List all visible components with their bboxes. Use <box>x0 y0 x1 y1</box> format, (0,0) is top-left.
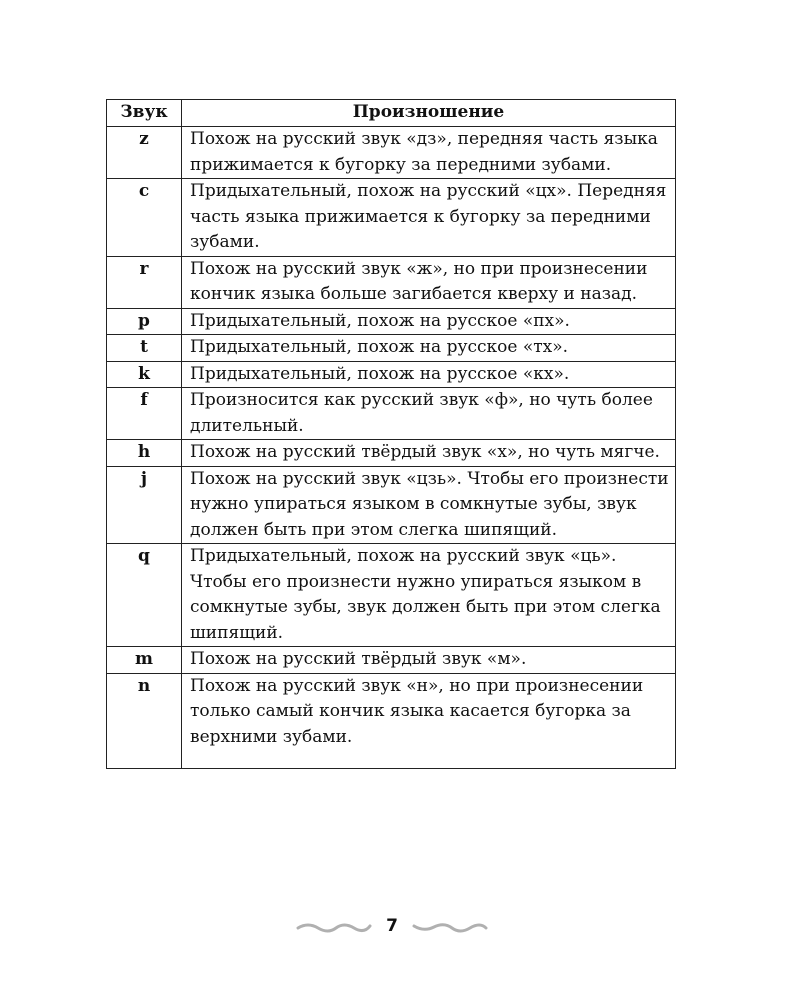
pronunciation-cell: Произносится как русский звук «ф», но чуть более длительный. <box>182 388 676 440</box>
pronunciation-cell: Придыхательный, похож на русский звук «ць». Чтобы его произнести нужно упираться языком в сомкнутые зубы, звук должен быть при этом слегка шипящий. <box>182 544 676 647</box>
pronunciation-cell: Похож на русский твёрдый звук «м». <box>182 647 676 674</box>
sound-cell: k <box>107 361 182 388</box>
pronunciation-cell: Похож на русский твёрдый звук «х», но чуть мягче. <box>182 440 676 467</box>
pronunciation-table <box>106 99 676 769</box>
sound-cell: c <box>107 179 182 257</box>
right-wave-ornament-icon <box>412 920 488 936</box>
table-row <box>107 179 676 257</box>
sound-cell: r <box>107 256 182 308</box>
table-row <box>107 388 676 440</box>
sound-cell: p <box>107 308 182 335</box>
table-row <box>107 127 676 179</box>
page-footer <box>0 912 800 946</box>
sound-cell: t <box>107 335 182 362</box>
table-row <box>107 335 676 362</box>
left-wave-ornament-icon <box>296 920 372 936</box>
pronunciation-cell: Похож на русский звук «дз», передняя часть языка прижимается к бугорку за передними зубами. <box>182 127 676 179</box>
table-row <box>107 308 676 335</box>
sound-cell: j <box>107 466 182 544</box>
sound-cell: m <box>107 647 182 674</box>
table-row <box>107 256 676 308</box>
pronunciation-cell: Придыхательный, похож на русское «пх». <box>182 308 676 335</box>
pronunciation-cell: Придыхательный, похож на русское «тх». <box>182 335 676 362</box>
table-row <box>107 440 676 467</box>
table-row <box>107 361 676 388</box>
header-sound: Звук <box>107 100 182 127</box>
pronunciation-cell: Похож на русский звук «цзь». Чтобы его произнести нужно упираться языком в сомкнутые зубы, звук должен быть при этом слегка шипящий. <box>182 466 676 544</box>
table-header-row <box>107 100 676 127</box>
table-row <box>107 647 676 674</box>
table-row <box>107 673 676 768</box>
table-row <box>107 544 676 647</box>
table-row <box>107 466 676 544</box>
page-number: 7 <box>386 916 398 936</box>
header-pronunciation: Произношение <box>182 100 676 127</box>
pronunciation-cell: Похож на русский звук «н», но при произнесении только самый кончик языка касается бугорка за верхними зубами. <box>182 673 676 768</box>
pronunciation-cell: Придыхательный, похож на русский «цх». Передняя часть языка прижимается к бугорку за передними зубами. <box>182 179 676 257</box>
sound-cell: f <box>107 388 182 440</box>
sound-cell: q <box>107 544 182 647</box>
sound-cell: z <box>107 127 182 179</box>
pronunciation-cell: Придыхательный, похож на русское «кх». <box>182 361 676 388</box>
sound-cell: h <box>107 440 182 467</box>
pronunciation-cell: Похож на русский звук «ж», но при произнесении кончик языка больше загибается кверху и назад. <box>182 256 676 308</box>
sound-cell: n <box>107 673 182 768</box>
